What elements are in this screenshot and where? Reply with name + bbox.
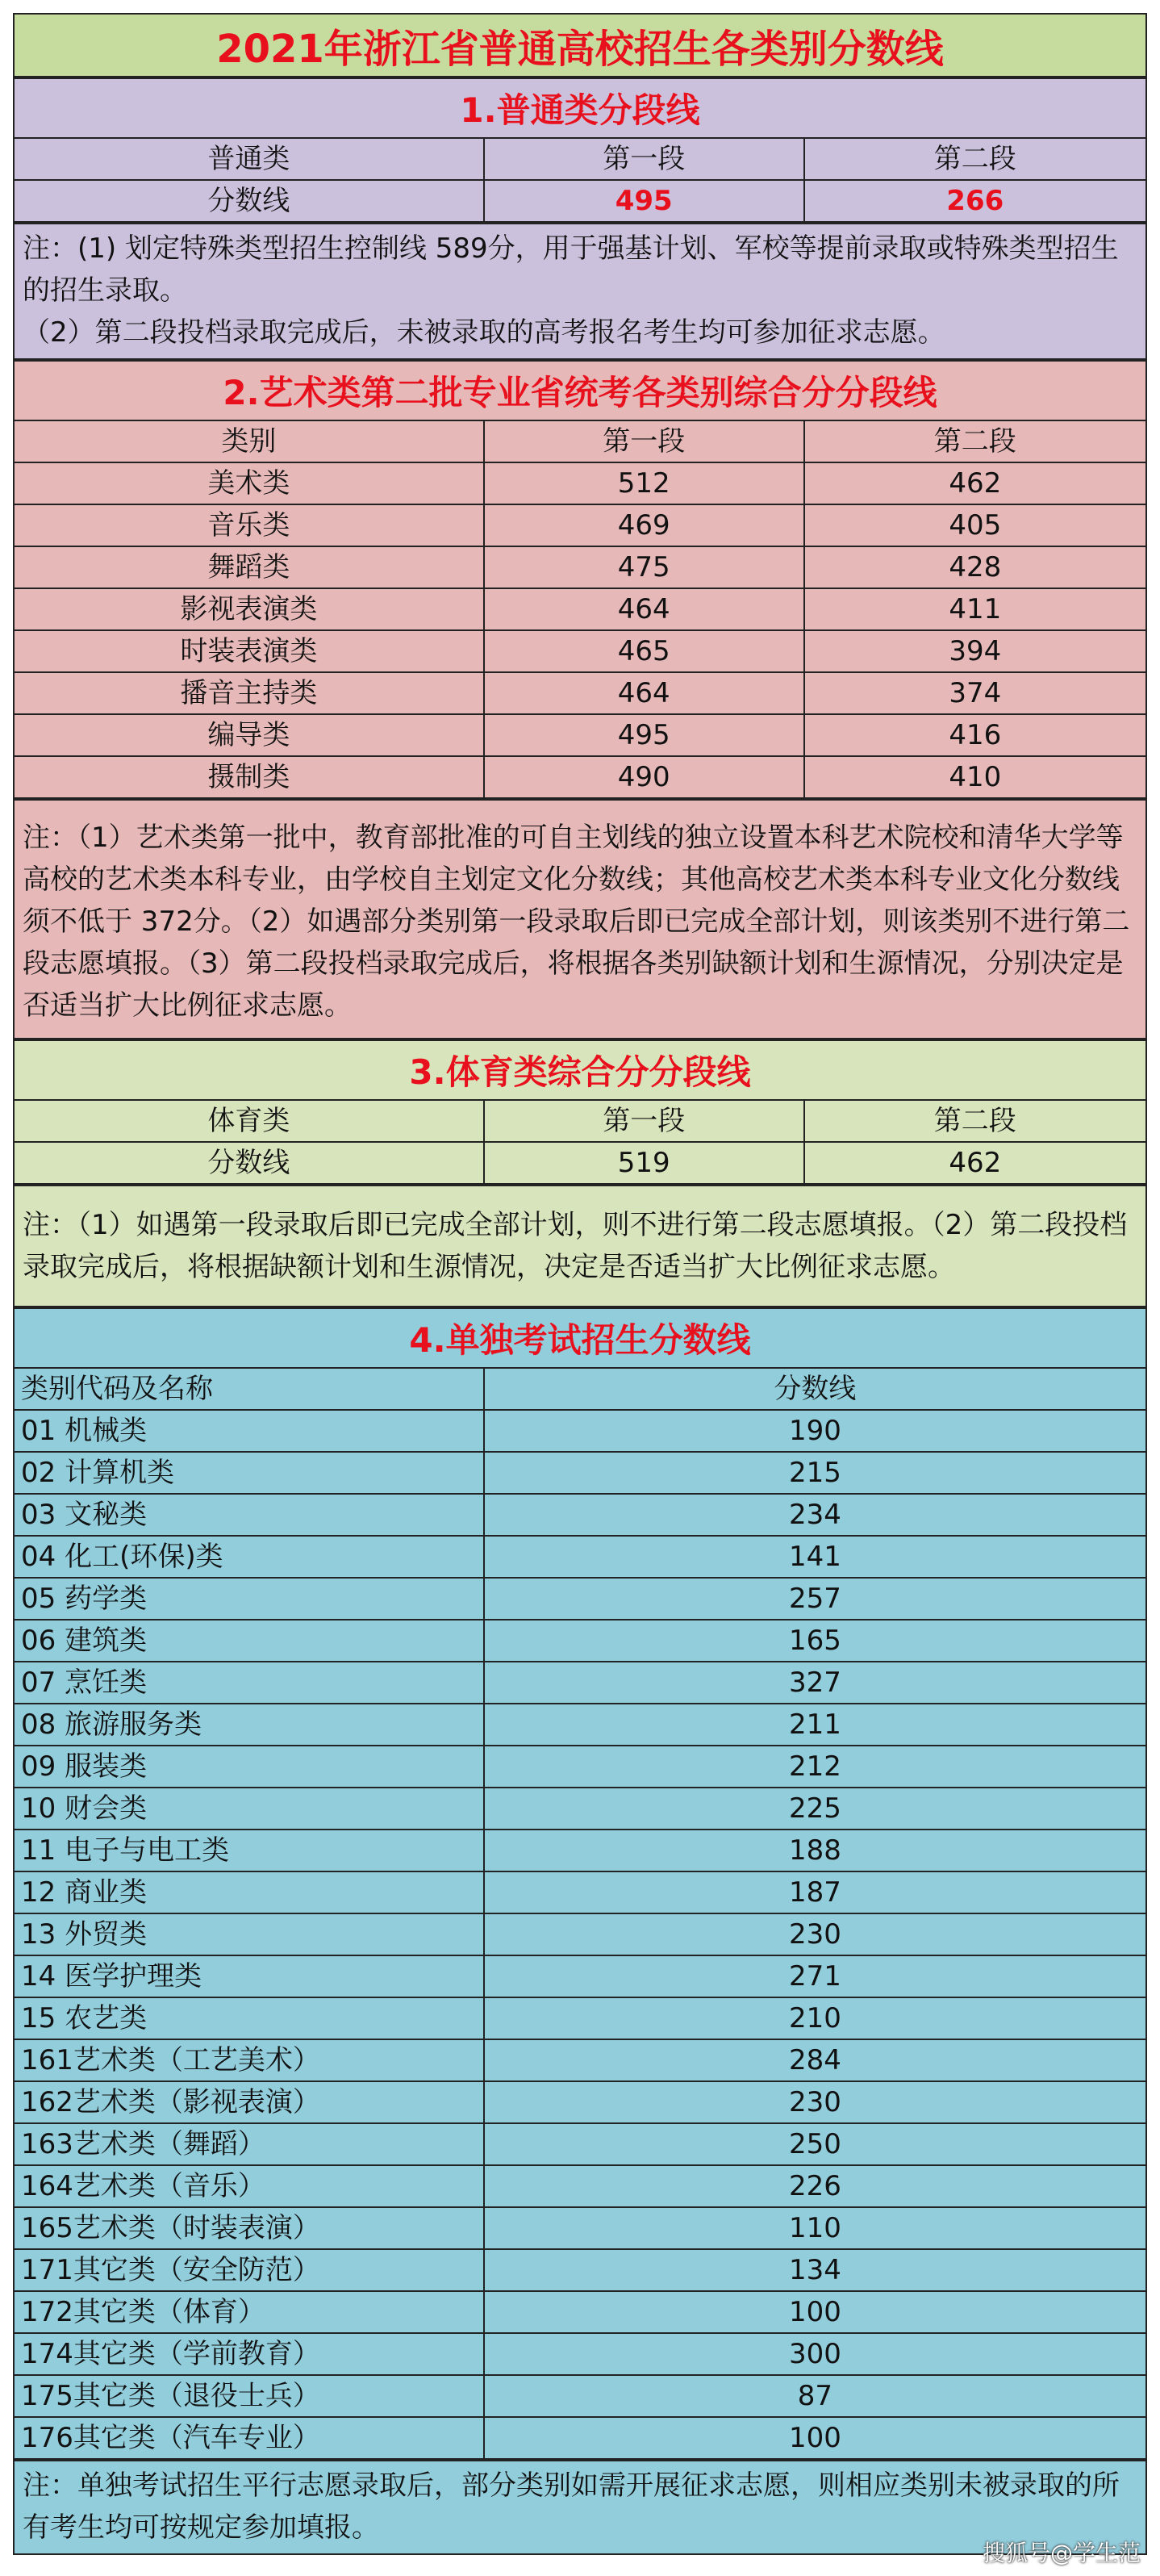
table-row bbox=[15, 2291, 1145, 2333]
table-row bbox=[15, 1620, 1145, 1662]
category-cell: 164艺术类（音乐） bbox=[15, 2165, 484, 2207]
table-row bbox=[15, 1578, 1145, 1620]
general-section bbox=[13, 77, 1147, 360]
table-row bbox=[15, 2249, 1145, 2291]
score-cell: 462 bbox=[804, 462, 1145, 504]
table-header-row bbox=[15, 139, 1145, 180]
general-table bbox=[15, 139, 1145, 223]
table-row bbox=[15, 2207, 1145, 2249]
score-cell: 271 bbox=[484, 1955, 1145, 1997]
score-sheet bbox=[13, 13, 1147, 2555]
art-section bbox=[13, 360, 1147, 1039]
header-cell: 第二段 bbox=[804, 139, 1145, 180]
table-row bbox=[15, 2333, 1145, 2375]
category-cell: 163艺术类（舞蹈） bbox=[15, 2123, 484, 2165]
score-cell: 495 bbox=[484, 714, 804, 756]
score-cell: 110 bbox=[484, 2207, 1145, 2249]
score-cell: 416 bbox=[804, 714, 1145, 756]
score-cell: 327 bbox=[484, 1662, 1145, 1704]
sports-table bbox=[15, 1101, 1145, 1185]
score-cell: 87 bbox=[484, 2375, 1145, 2417]
category-cell: 165艺术类（时装表演） bbox=[15, 2207, 484, 2249]
table-row bbox=[15, 2081, 1145, 2123]
table-row bbox=[15, 1997, 1145, 2039]
score-cell: 225 bbox=[484, 1788, 1145, 1830]
score-cell: 405 bbox=[804, 504, 1145, 546]
table-row bbox=[15, 1704, 1145, 1746]
header-cell: 第二段 bbox=[804, 421, 1145, 462]
category-cell: 03 文秘类 bbox=[15, 1494, 484, 1536]
score-cell: 300 bbox=[484, 2333, 1145, 2375]
header-cell: 第一段 bbox=[484, 139, 804, 180]
category-cell: 影视表演类 bbox=[15, 588, 484, 630]
score-cell: 464 bbox=[484, 588, 804, 630]
table-row bbox=[15, 588, 1145, 630]
category-cell: 07 烹饪类 bbox=[15, 1662, 484, 1704]
table-header-row bbox=[15, 421, 1145, 462]
score-cell: 100 bbox=[484, 2417, 1145, 2459]
table-row bbox=[15, 714, 1145, 756]
category-cell: 15 农艺类 bbox=[15, 1997, 484, 2039]
title-section bbox=[13, 13, 1147, 77]
category-cell: 编导类 bbox=[15, 714, 484, 756]
score-cell: 284 bbox=[484, 2039, 1145, 2081]
note-line: 注：(1) 划定特殊类型招生控制线 589分，用于强基计划、军校等提前录取或特殊类型招生的招生录取。 bbox=[23, 232, 1119, 307]
score-cell: 100 bbox=[484, 2291, 1145, 2333]
separate-heading: 4.单独考试招生分数线 bbox=[15, 1307, 1145, 1369]
table-row bbox=[15, 2165, 1145, 2207]
table-row bbox=[15, 1955, 1145, 1997]
header-cell: 第二段 bbox=[804, 1101, 1145, 1142]
score-cell: 188 bbox=[484, 1830, 1145, 1871]
table-header-row bbox=[15, 1101, 1145, 1142]
art-heading: 2.艺术类第二批专业省统考各类别综合分分段线 bbox=[15, 360, 1145, 421]
table-row bbox=[15, 2417, 1145, 2459]
table-row bbox=[15, 630, 1145, 672]
category-cell: 172其它类（体育） bbox=[15, 2291, 484, 2333]
score-cell: 190 bbox=[484, 1410, 1145, 1452]
score-cell: 210 bbox=[484, 1997, 1145, 2039]
score-cell: 465 bbox=[484, 630, 804, 672]
header-cell: 类别 bbox=[15, 421, 484, 462]
score-cell: 475 bbox=[484, 546, 804, 588]
note-line: （2）第二段投档录取完成后，未被录取的高考报名考生均可参加征求志愿。 bbox=[23, 316, 945, 349]
category-cell: 美术类 bbox=[15, 462, 484, 504]
table-row bbox=[15, 1913, 1145, 1955]
category-cell: 171其它类（安全防范） bbox=[15, 2249, 484, 2291]
separate-section bbox=[13, 1307, 1147, 2555]
category-cell: 04 化工(环保)类 bbox=[15, 1536, 484, 1578]
table-row bbox=[15, 1452, 1145, 1494]
score-cell: 165 bbox=[484, 1620, 1145, 1662]
category-cell: 14 医学护理类 bbox=[15, 1955, 484, 1997]
header-cell: 第一段 bbox=[484, 421, 804, 462]
category-cell: 174其它类（学前教育） bbox=[15, 2333, 484, 2375]
score-cell: 411 bbox=[804, 588, 1145, 630]
category-cell: 162艺术类（影视表演） bbox=[15, 2081, 484, 2123]
table-header-row bbox=[15, 1369, 1145, 1410]
sports-section bbox=[13, 1039, 1147, 1307]
row-label: 分数线 bbox=[15, 1142, 484, 1184]
general-heading: 1.普通类分段线 bbox=[15, 77, 1145, 139]
table-row bbox=[15, 1871, 1145, 1913]
category-cell: 11 电子与电工类 bbox=[15, 1830, 484, 1871]
header-cell: 分数线 bbox=[484, 1369, 1145, 1410]
category-cell: 161艺术类（工艺美术） bbox=[15, 2039, 484, 2081]
category-cell: 01 机械类 bbox=[15, 1410, 484, 1452]
score-cell: 469 bbox=[484, 504, 804, 546]
table-row bbox=[15, 1746, 1145, 1788]
category-cell: 舞蹈类 bbox=[15, 546, 484, 588]
category-cell: 176其它类（汽车专业） bbox=[15, 2417, 484, 2459]
sports-heading: 3.体育类综合分分段线 bbox=[15, 1039, 1145, 1101]
table-row bbox=[15, 462, 1145, 504]
score-cell: 141 bbox=[484, 1536, 1145, 1578]
score-cell: 495 bbox=[484, 180, 804, 222]
table-row bbox=[15, 1830, 1145, 1871]
category-cell: 06 建筑类 bbox=[15, 1620, 484, 1662]
category-cell: 播音主持类 bbox=[15, 672, 484, 714]
table-row bbox=[15, 756, 1145, 798]
header-cell: 普通类 bbox=[15, 139, 484, 180]
category-cell: 摄制类 bbox=[15, 756, 484, 798]
sports-note: 注：（1）如遇第一段录取后即已完成全部计划，则不进行第二段志愿填报。（2）第二段投档录取完成后，将根据缺额计划和生源情况，决定是否适当扩大比例征求志愿。 bbox=[15, 1185, 1145, 1306]
score-cell: 234 bbox=[484, 1494, 1145, 1536]
page-title: 2021年浙江省普通高校招生各类别分数线 bbox=[15, 15, 1145, 76]
score-cell: 519 bbox=[484, 1142, 804, 1184]
row-label: 分数线 bbox=[15, 180, 484, 222]
separate-note: 注：单独考试招生平行志愿录取后，部分类别如需开展征求志愿，则相应类别未被录取的所有考生均可按规定参加填报。 bbox=[15, 2460, 1145, 2553]
table-row bbox=[15, 2039, 1145, 2081]
category-cell: 音乐类 bbox=[15, 504, 484, 546]
table-row bbox=[15, 1662, 1145, 1704]
table-row bbox=[15, 672, 1145, 714]
score-cell: 512 bbox=[484, 462, 804, 504]
header-cell: 体育类 bbox=[15, 1101, 484, 1142]
score-cell: 230 bbox=[484, 1913, 1145, 1955]
table-row bbox=[15, 180, 1145, 222]
table-row bbox=[15, 546, 1145, 588]
category-cell: 08 旅游服务类 bbox=[15, 1704, 484, 1746]
category-cell: 09 服装类 bbox=[15, 1746, 484, 1788]
category-cell: 时装表演类 bbox=[15, 630, 484, 672]
score-cell: 211 bbox=[484, 1704, 1145, 1746]
category-cell: 05 药学类 bbox=[15, 1578, 484, 1620]
category-cell: 10 财会类 bbox=[15, 1788, 484, 1830]
art-table bbox=[15, 421, 1145, 799]
general-note bbox=[15, 223, 1145, 358]
separate-table bbox=[15, 1369, 1145, 2460]
score-cell: 394 bbox=[804, 630, 1145, 672]
score-cell: 462 bbox=[804, 1142, 1145, 1184]
score-cell: 187 bbox=[484, 1871, 1145, 1913]
score-cell: 464 bbox=[484, 672, 804, 714]
score-cell: 250 bbox=[484, 2123, 1145, 2165]
category-cell: 13 外贸类 bbox=[15, 1913, 484, 1955]
header-cell: 类别代码及名称 bbox=[15, 1369, 484, 1410]
score-cell: 257 bbox=[484, 1578, 1145, 1620]
header-cell: 第一段 bbox=[484, 1101, 804, 1142]
art-note: 注：（1）艺术类第一批中，教育部批准的可自主划线的独立设置本科艺术院校和清华大学等高校的艺术类本科专业，由学校自主划定文化分数线；其他高校艺术类本科专业文化分数线须不低于 372分。（2）如遇部分类别第一段录取后即已完成全部计划，则该类别不进行第二段志愿填报。（3）第二段投档录取完成后，将根据各类别缺额计划和生源情况，分别决定是否适当扩大比例征求志愿。 bbox=[15, 799, 1145, 1038]
category-cell: 02 计算机类 bbox=[15, 1452, 484, 1494]
table-row bbox=[15, 1536, 1145, 1578]
category-cell: 12 商业类 bbox=[15, 1871, 484, 1913]
table-row bbox=[15, 504, 1145, 546]
score-cell: 230 bbox=[484, 2081, 1145, 2123]
score-cell: 212 bbox=[484, 1746, 1145, 1788]
table-row bbox=[15, 2375, 1145, 2417]
score-cell: 374 bbox=[804, 672, 1145, 714]
score-cell: 266 bbox=[804, 180, 1145, 222]
score-cell: 226 bbox=[484, 2165, 1145, 2207]
table-row bbox=[15, 1788, 1145, 1830]
watermark: 搜狐号@学生范 bbox=[982, 2540, 1141, 2566]
score-cell: 134 bbox=[484, 2249, 1145, 2291]
score-cell: 410 bbox=[804, 756, 1145, 798]
table-row bbox=[15, 2123, 1145, 2165]
score-cell: 428 bbox=[804, 546, 1145, 588]
score-cell: 215 bbox=[484, 1452, 1145, 1494]
table-row bbox=[15, 1142, 1145, 1184]
score-cell: 490 bbox=[484, 756, 804, 798]
category-cell: 175其它类（退役士兵） bbox=[15, 2375, 484, 2417]
table-row bbox=[15, 1410, 1145, 1452]
table-row bbox=[15, 1494, 1145, 1536]
